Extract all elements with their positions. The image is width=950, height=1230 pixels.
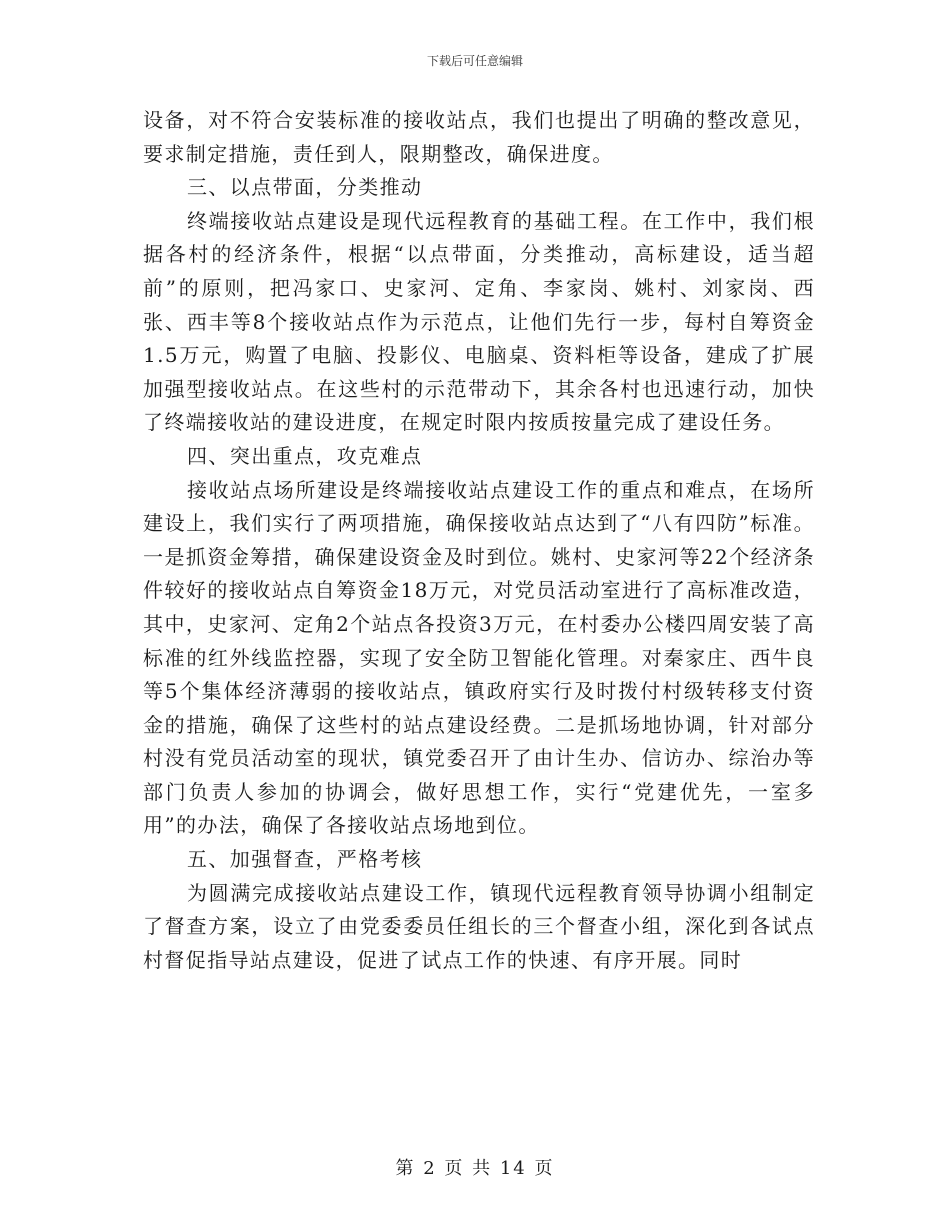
paragraph-section-5: 为圆满完成接收站点建设工作，镇现代远程教育领导协调小组制定了督查方案，设立了由党委委员任组长的三个督查小组，深化到各试点村督促指导站点建设，促进了试点工作的快速、有序开展。同时: [143, 880, 815, 972]
paragraph-continuation: 设备，对不符合安装标准的接收站点，我们也提出了明确的整改意见，要求制定措施，责任到人，限期整改，确保进度。: [143, 108, 815, 166]
paragraph-section-4: 接收站点场所建设是终端接收站点建设工作的重点和难点，在场所建设上，我们实行了两项措施，确保接收站点达到了“八有四防”标准。一是抓资金筹措，确保建设资金及时到位。姚村、史家河等22个经济条件较好的接收站点自筹资金18万元，对党员活动室进行了高标准改造，其中，史家河、定角2个站点各投资3万元，在村委办公楼四周安装了高标准的红外线监控器，实现了安全防卫智能化管理。对秦家庄、西牛良等5个集体经济薄弱的接收站点，镇政府实行及时拨付村级转移支付资金的措施，确保了这些村的站点建设经费。二是抓场地协调，针对部分村没有党员活动室的现状，镇党委召开了由计生办、信访办、综治办等部门负责人参加的协调会，做好思想工作，实行“党建优先，一室多用”的办法，确保了各接收站点场地到位。: [143, 477, 815, 838]
section-heading-5: 五、加强督查，严格考核: [187, 847, 423, 872]
section-heading-4: 四、突出重点，攻克难点: [187, 443, 423, 468]
document-body: [143, 104, 815, 977]
paragraph-section-3: 终端接收站点建设是现代远程教育的基础工程。在工作中，我们根据各村的经济条件，根据“以点带面，分类推动，高标建设，适当超前”的原则，把冯家口、史家河、定角、李家岗、姚村、刘家岗、西张、西丰等8个接收站点作为示范点，让他们先行一步，每村自筹资金1.5万元，购置了电脑、投影仪、电脑桌、资料柜等设备，建成了扩展加强型接收站点。在这些村的示范带动下，其余各村也迅速行动，加快了终端接收站的建设进度，在规定时限内按质按量完成了建设任务。: [143, 208, 815, 435]
section-heading-3: 三、以点带面，分类推动: [187, 175, 423, 200]
page-header: 下载后可任意编辑: [426, 54, 523, 68]
page-number: 第 2 页 共 14 页: [395, 1158, 555, 1179]
